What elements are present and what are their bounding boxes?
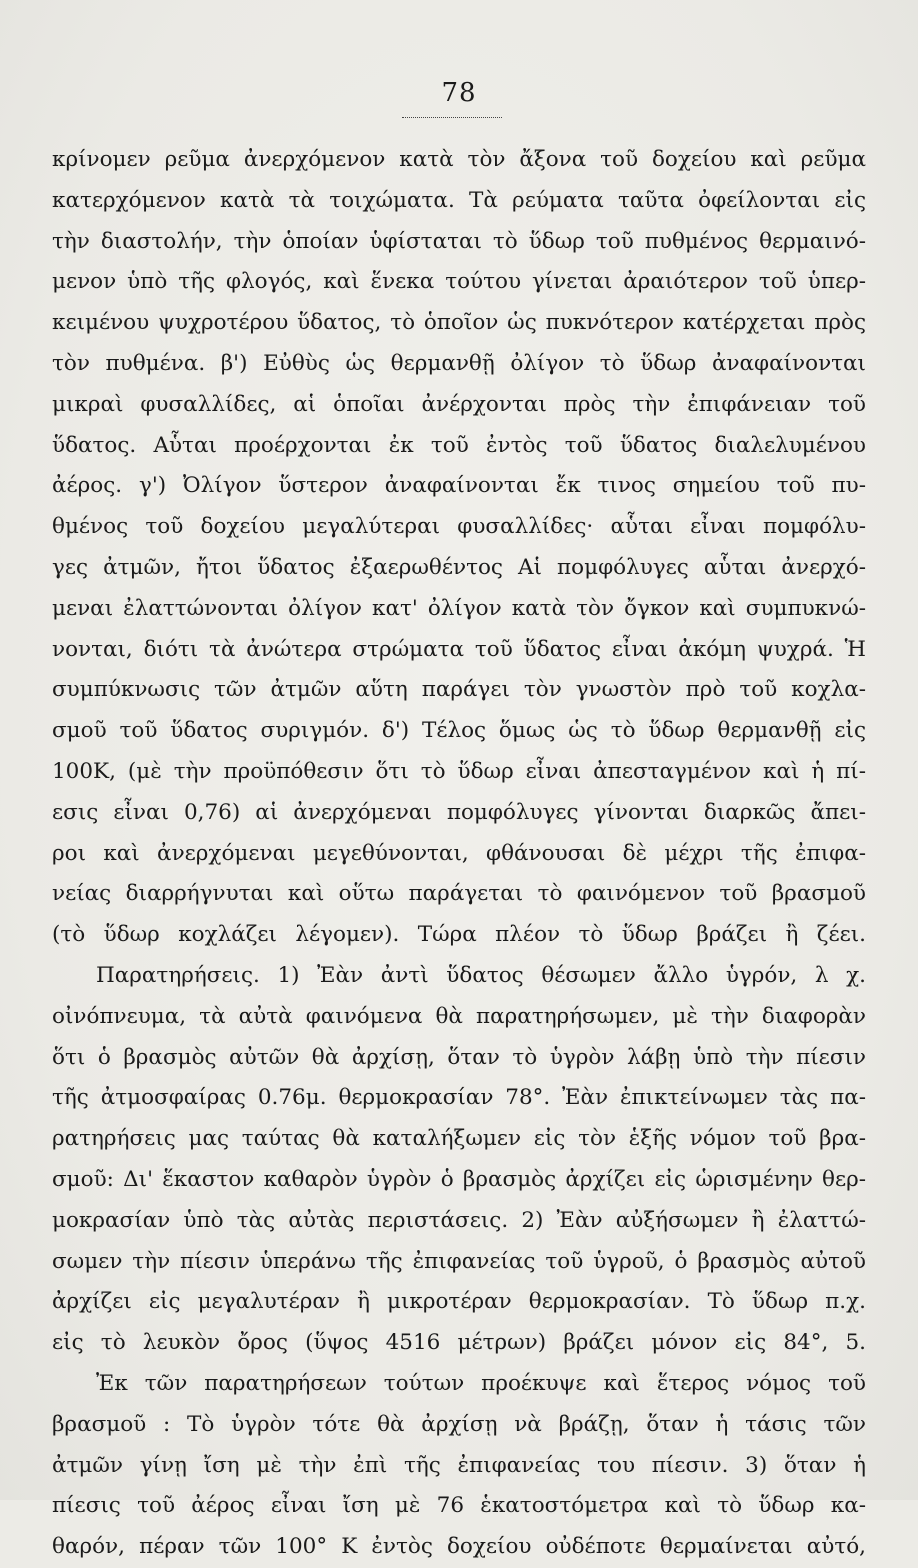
text-line: ἀτμῶν γίνῃ ἴση μὲ τὴν ἐπὶ τῆς ἐπιφανείας του πίεσιν. 3) ὅταν ἡ: [52, 1452, 866, 1478]
text-line: τῆς ἀτμοσφαίρας 0.76μ. θερμοκρασίαν 78°. Ἐὰν ἐπικτείνωμεν τὰς πα-: [52, 1085, 866, 1111]
header-rule: [402, 117, 502, 118]
text-line: σωμεν τὴν πίεσιν ὑπεράνω τῆς ἐπιφανείας τοῦ ὑγροῦ, ὁ βρασμὸς αὐτοῦ: [52, 1248, 866, 1274]
text-line: βρασμοῦ : Τὸ ὑγρὸν τότε θὰ ἀρχίσῃ νὰ βράζῃ, ὅταν ἡ τάσις τῶν: [52, 1411, 866, 1437]
text-line: γες ἀτμῶν, ἤτοι ὕδατος ἐξαερωθέντος Αἱ πομφόλυγες αὗται ἀνερχό-: [52, 554, 866, 580]
text-line: κατερχόμενον κατὰ τὰ τοιχώματα. Τὰ ρεύματα ταῦτα ὀφείλονται εἰς: [52, 187, 866, 213]
text-line: ὅτι ὁ βρασμὸς αὐτῶν θὰ ἀρχίσῃ, ὅταν τὸ ὑγρὸν λάβῃ ὑπὸ τὴν πίεσιν: [52, 1044, 866, 1070]
text-line: τὴν διαστολήν, τὴν ὁποίαν ὑφίσταται τὸ ὕδωρ τοῦ πυθμένος θερμαινό-: [52, 228, 866, 254]
text-line: κειμένου ψυχροτέρου ὕδατος, τὸ ὁποῖον ὡς πυκνότερον κατέρχεται πρὸς: [52, 310, 866, 336]
page-number: 78: [441, 78, 477, 108]
text-line: εσις εἶναι 0,76) αἱ ἀνερχόμεναι πομφόλυγες γίνονται διαρκῶς ἄπει-: [52, 799, 866, 825]
text-line: οἰνόπνευμα, τὰ αὐτὰ φαινόμενα θὰ παρατηρήσωμεν, μὲ τὴν διαφορὰν: [52, 1003, 866, 1029]
text-line: ὕδατος. Αὗται προέρχονται ἐκ τοῦ ἐντὸς τοῦ ὕδατος διαλελυμένου: [52, 432, 866, 458]
text-line: νονται, διότι τὰ ἀνώτερα στρώματα τοῦ ὕδατος εἶναι ἀκόμη ψυχρά. Ἡ: [52, 636, 866, 662]
text-line: μοκρασίαν ὑπὸ τὰς αὐτὰς περιστάσεις. 2) Ἐὰν αὐξήσωμεν ἢ ἐλαττώ-: [52, 1207, 866, 1233]
text-line: σμοῦ: Δι' ἕκαστον καθαρὸν ὑγρὸν ὁ βρασμὸς ἀρχίζει εἰς ὡρισμένην θερ-: [52, 1166, 866, 1192]
text-line: ροι καὶ ἀνερχόμεναι μεγεθύνονται, φθάνουσαι δὲ μέχρι τῆς ἐπιφα-: [52, 840, 866, 866]
text-line: ἀρχίζει εἰς μεγαλυτέραν ἢ μικροτέραν θερμοκρασίαν. Τὸ ὕδωρ π.χ.: [52, 1289, 866, 1315]
text-line: θμένος τοῦ δοχείου μεγαλύτεραι φυσαλλίδες· αὗται εἶναι πομφόλυ-: [52, 514, 866, 540]
text-line: σμοῦ τοῦ ὕδατος συριγμόν. δ') Τέλος ὅμως ὡς τὸ ὕδωρ θερμανθῇ εἰς: [52, 718, 866, 744]
text-line: νείας διαρρήγνυται καὶ οὕτω παράγεται τὸ φαινόμενον τοῦ βρασμοῦ: [52, 881, 866, 907]
text-line: μενον ὑπὸ τῆς φλογός, καὶ ἕνεκα τούτου γίνεται ἀραιότερον τοῦ ὑπερ-: [52, 269, 866, 295]
text-line: (τὸ ὕδωρ κοχλάζει λέγομεν). Τώρα πλέον τὸ ὕδωρ βράζει ἢ ζέει.: [52, 922, 866, 948]
text-line: Παρατηρήσεις. 1) Ἐὰν ἀντὶ ὕδατος θέσωμεν ἄλλο ὑγρόν, λ χ.: [96, 962, 866, 988]
text-line: ἀέρος. γ') Ὀλίγον ὕστερον ἀναφαίνονται ἔκ τινος σημείου τοῦ πυ-: [52, 473, 866, 499]
text-line: τὸν πυθμένα. β') Εὐθὺς ὡς θερμανθῇ ὀλίγον τὸ ὕδωρ ἀναφαίνονται: [52, 350, 866, 376]
text-line: μεναι ἐλαττώνονται ὀλίγον κατ' ὀλίγον κατὰ τὸν ὄγκον καὶ συμπυκνώ-: [52, 595, 866, 621]
text-line: Ἐκ τῶν παρατηρήσεων τούτων προέκυψε καὶ ἕτερος νόμος τοῦ: [96, 1370, 866, 1396]
text-line: ρατηρήσεις μας ταύτας θὰ καταλήξωμεν εἰς τὸν ἑξῆς νόμον τοῦ βρα-: [52, 1126, 866, 1152]
text-line: 100Κ, (μὲ τὴν προϋπόθεσιν ὅτι τὸ ὕδωρ εἶναι ἀπεσταγμένον καὶ ἡ πί-: [52, 758, 866, 784]
text-line: κρίνομεν ρεῦμα ἀνερχόμενον κατὰ τὸν ἄξονα τοῦ δοχείου καὶ ρεῦμα: [52, 147, 866, 172]
body-text: [52, 140, 866, 1568]
text-line: εἰς τὸ λευκὸν ὄρος (ὕψος 4516 μέτρων) βράζει μόνον εἰς 84°, 5.: [52, 1330, 866, 1356]
text-line: μικραὶ φυσαλλίδες, αἱ ὁποῖαι ἀνέρχονται πρὸς τὴν ἐπιφάνειαν τοῦ: [52, 391, 866, 417]
text-line: θαρόν, πέραν τῶν 100° Κ ἐντὸς δοχείου οὐδέποτε θερμαίνεται αὐτό,: [52, 1534, 866, 1560]
text-line: συμπύκνωσις τῶν ἀτμῶν αὕτη παράγει τὸν γνωστὸν πρὸ τοῦ κοχλα-: [52, 677, 866, 703]
text-line: πίεσις τοῦ ἀέρος εἶναι ἴση μὲ 76 ἑκατοστόμετρα καὶ τὸ ὕδωρ κα-: [52, 1493, 866, 1519]
